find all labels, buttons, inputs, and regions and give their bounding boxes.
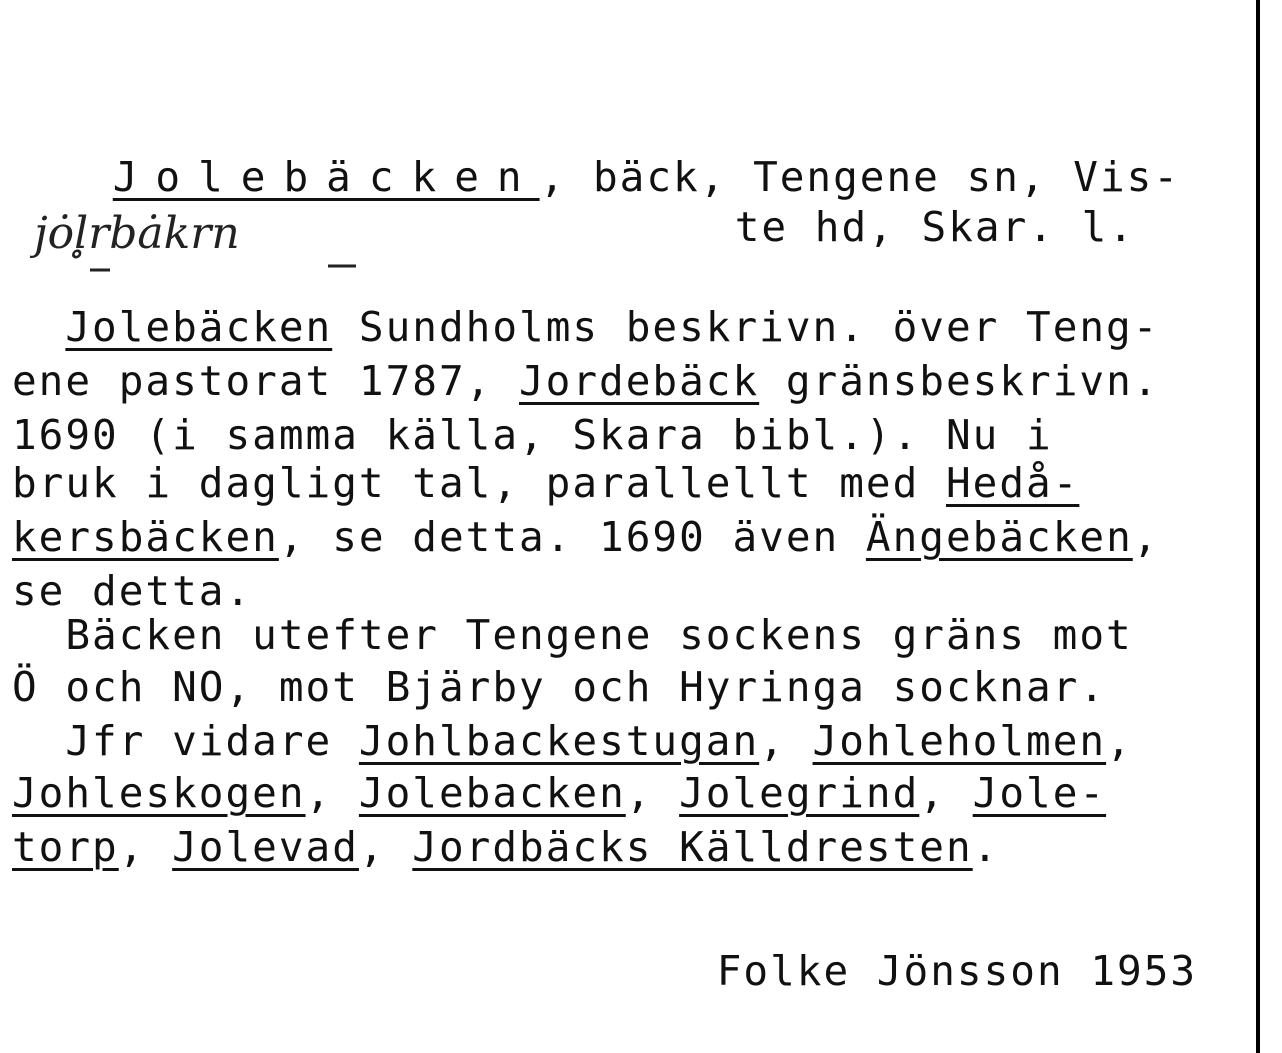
body-text: Bäcken utefter Tengene sockens gräns mot [12,611,1133,659]
body-text: , [118,823,173,871]
body-line [12,302,1159,352]
cross-reference: Johlbackestugan [358,717,760,765]
body-text: , [919,769,973,817]
cross-reference: Johleskogen [12,769,306,817]
body-text: , [625,769,680,817]
body-text: bruk i dagligt tal, parallellt med [12,459,946,507]
cross-reference: Ängebäcken [865,513,1133,561]
header-text-2: te hd, Skar. l. [734,203,1136,251]
body-line [12,410,1053,460]
pronunciation-text: jȯl̥rbȧkrn [34,208,240,259]
body-text: Jfr vidare [12,717,359,765]
body-text: Ö och NO, mot Bjärby och Hyringa socknar. [12,663,1107,711]
cross-reference: Jolevad [172,823,359,871]
card-edge-line [1256,0,1260,1053]
body-text [12,303,65,351]
body-line [12,356,1159,406]
body-text: 1690 (i samma källa, Skara bibl.). Nu i [12,411,1053,459]
body-text: . [972,823,1000,871]
body-line [12,458,1079,508]
cross-reference: Jolebäcken [65,303,333,351]
cross-reference: Jole- [972,769,1107,817]
headword: Jolebäcken [112,153,540,201]
cross-reference: Jolegrind [679,769,920,817]
handwritten-pronunciation [30,200,450,280]
body-text: se detta. [12,567,253,615]
header-text-1: , bäck, Tengene sn, Vis- [539,153,1181,201]
body-text: gränsbeskrivn. [759,357,1160,405]
body-text: Sundholms beskrivn. över Teng- [332,303,1160,351]
body-line [12,566,252,616]
body-text: , se detta. 1690 även [278,513,866,561]
cross-reference: Jordbäcks Källdresten [412,823,973,871]
cross-reference: kersbäcken [12,513,279,561]
signature: Folke Jönsson 1953 [716,947,1198,995]
body-text: ene pastorat 1787, [12,357,519,405]
body-line [12,662,1106,712]
header-line-2 [628,152,1135,302]
body-text: , [759,717,813,765]
body-line [12,822,999,872]
body-line [12,768,1106,818]
body-text: , [305,769,359,817]
cross-reference: Jordebäck [519,357,760,405]
body-line [12,512,1159,562]
body-text: , [1132,513,1160,561]
body-text: , [1106,717,1133,765]
body-line [12,610,1133,660]
body-line [12,716,1133,766]
cross-reference: Jolebacken [358,769,626,817]
body-text: , [358,823,413,871]
cross-reference: Johleholmen [812,717,1107,765]
signature-line [610,896,1197,1046]
cross-reference: Hedå- [945,459,1080,507]
cross-reference: torp [12,823,119,871]
